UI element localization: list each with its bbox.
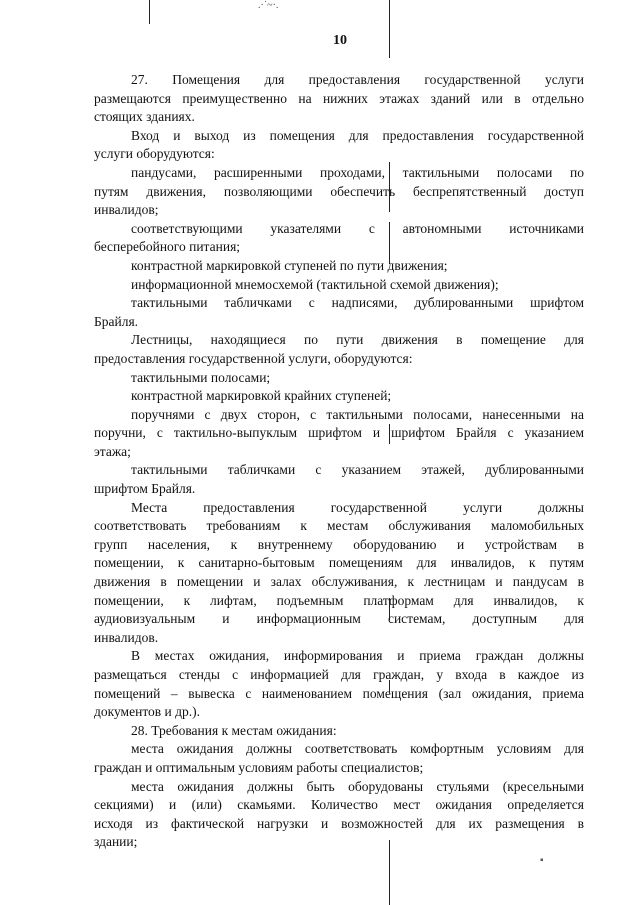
text-line: соответствовать требованиям к местам обслуживания маломобильных bbox=[94, 518, 584, 534]
text-line: услуги оборудуются: bbox=[94, 146, 215, 162]
text-line: поручнями с двух сторон, с тактильными полосами, нанесенными на bbox=[131, 406, 584, 422]
text-line: инвалидов. bbox=[94, 629, 159, 645]
text-line: 28. Требования к местам ожидания: bbox=[131, 722, 337, 738]
text-line: помещении, к лифтам, подъемным платформам для инвалидов, к bbox=[94, 592, 584, 608]
text-line: здании; bbox=[94, 834, 138, 850]
text-line: 27. Помещения для предоставления государственной услуги bbox=[131, 72, 584, 87]
text-line: путям движения, позволяющими обеспечить беспрепятственный доступ bbox=[94, 183, 584, 199]
text-line: граждан и оптимальным условиям работы специалистов; bbox=[94, 759, 424, 775]
scan-line-top bbox=[389, 0, 390, 58]
text-line: тактильными табличками с надписями, дублированными шрифтом bbox=[131, 295, 584, 311]
text-line: В местах ожидания, информирования и приема граждан должны bbox=[131, 648, 584, 664]
text-line: Вход и выход из помещения для предоставления государственной bbox=[131, 127, 584, 143]
document-body bbox=[94, 71, 584, 852]
text-line: секциями) и (или) скамьями. Количество мест ожидания определяется bbox=[94, 797, 584, 813]
text-line: размещаться стенды с информацией для граждан, у входа в каждое из bbox=[94, 667, 584, 682]
text-line: Лестницы, находящиеся по пути движения в помещение для bbox=[131, 332, 584, 348]
text-line: групп населения, к внутреннему оборудованию и устройствам в bbox=[94, 536, 584, 552]
text-line: поручни, с тактильно-выпуклым шрифтом и шрифтом Брайля с указанием bbox=[94, 425, 584, 441]
text-line: помещений – вывеска с наименованием помещения (зал ожидания, приема bbox=[94, 685, 584, 701]
scan-line-left bbox=[149, 0, 150, 24]
text-line: документов и др.). bbox=[94, 704, 201, 720]
text-line: соответствующими указателями с автономными источниками bbox=[131, 220, 584, 236]
text-line: предоставления государственной услуги, оборудуются: bbox=[94, 350, 413, 366]
text-line: контрастной маркировкой ступеней по пути движения; bbox=[131, 257, 448, 273]
text-line: тактильными полосами; bbox=[131, 369, 271, 385]
text-line: шрифтом Брайля. bbox=[94, 481, 196, 497]
text-line: тактильными табличками с указанием этажей, дублированными bbox=[131, 462, 584, 478]
text-line: исходя из фактической нагрузки и возможностей для их размещения в bbox=[94, 815, 584, 831]
text-line: Брайля. bbox=[94, 313, 139, 329]
text-line: места ожидания должны быть оборудованы стульями (кресельными bbox=[131, 778, 584, 794]
text-line: информационной мнемосхемой (тактильной схемой движения); bbox=[131, 276, 499, 292]
text-line: пандусами, расширенными проходами, тактильными полосами по bbox=[131, 164, 584, 180]
text-line: инвалидов; bbox=[94, 202, 159, 218]
text-line: этажа; bbox=[94, 443, 131, 459]
text-line: Места предоставления государственной услуги должны bbox=[131, 499, 584, 515]
text-line: помещении, к санитарно-бытовым помещениям для инвалидов, к путям bbox=[94, 555, 584, 571]
text-line: стоящих зданиях. bbox=[94, 109, 195, 125]
page-number: 10 bbox=[333, 33, 347, 48]
scan-speck-top: .·˙~·. bbox=[258, 0, 279, 11]
text-line: контрастной маркировкой крайних ступеней; bbox=[131, 388, 392, 404]
text-line: места ожидания должны соответствовать комфортным условиям для bbox=[131, 741, 584, 757]
scan-speck-right: ▪ bbox=[540, 855, 544, 866]
text-line: размещаются преимущественно на нижних этажах зданий или в отдельно bbox=[94, 90, 584, 106]
text-line: бесперебойного питания; bbox=[94, 239, 241, 255]
text-line: движения в помещении и залах обслуживания, к лестницам и пандусам в bbox=[94, 574, 584, 590]
text-line: аудиовизуальным и информационным системам, доступным для bbox=[94, 611, 584, 627]
